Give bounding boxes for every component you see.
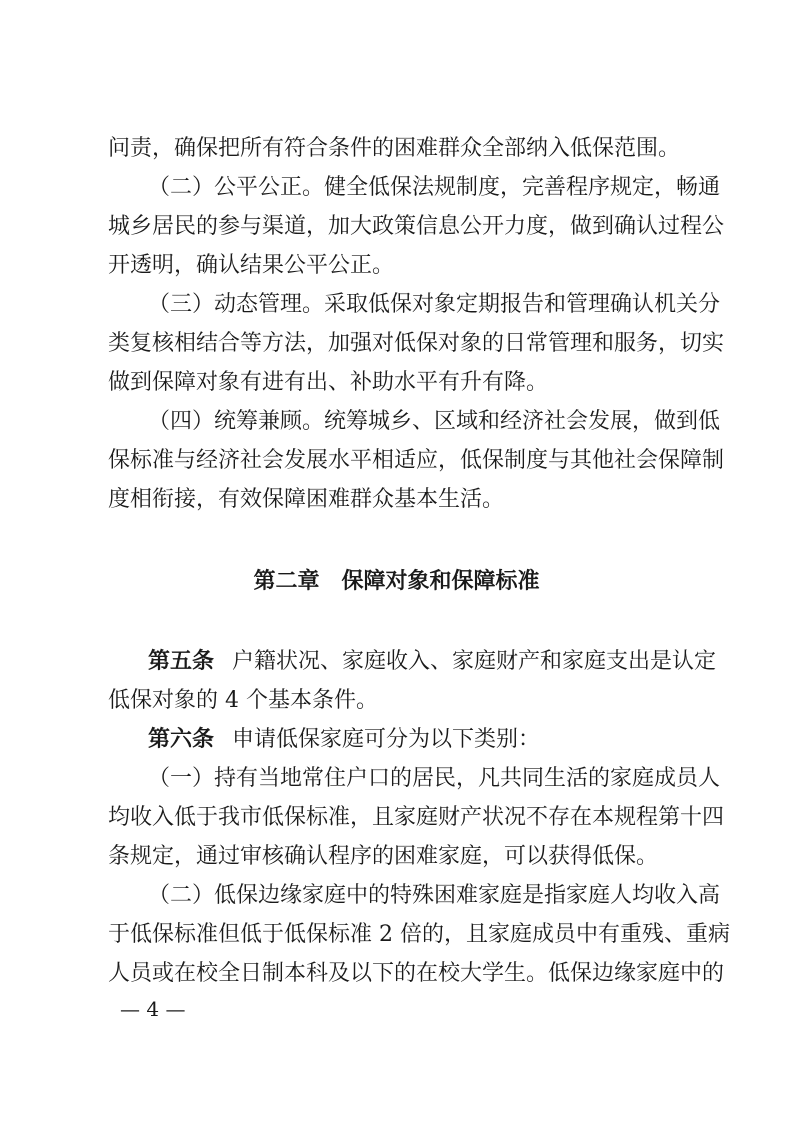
paragraph-line: 度相衔接，有效保障困难群众基本生活。 xyxy=(108,487,505,512)
article-5-text: 户籍状况、家庭收入、家庭财产和家庭支出是认定 xyxy=(232,649,717,674)
paragraph-line: （二）公平公正。健全低保法规制度，完善程序规定，畅通 xyxy=(148,175,721,200)
paragraph-line: 问责，确保把所有符合条件的困难群众全部纳入低保范围。 xyxy=(108,136,681,161)
chapter-heading xyxy=(0,567,793,597)
chapter-number: 第二章 xyxy=(253,569,320,594)
paragraph-line: （一）持有当地常住户口的居民，凡共同生活的家庭成员人 xyxy=(148,766,721,791)
article-6-label: 第六条 xyxy=(148,727,215,752)
paragraph-line: 于低保标准但低于低保标准 2 倍的，且家庭成员中有重残、重病 xyxy=(108,922,730,947)
paragraph-line: （三）动态管理。采取低保对象定期报告和管理确认机关分 xyxy=(148,292,721,317)
paragraph-line: 低保对象的 4 个基本条件。 xyxy=(108,688,378,713)
article-5 xyxy=(148,647,716,677)
paragraph-line: 城乡居民的参与渠道，加大政策信息公开力度，做到确认过程公 xyxy=(108,214,725,239)
article-6-text: 申请低保家庭可分为以下类别： xyxy=(232,727,541,752)
paragraph-line: 做到保障对象有进有出、补助水平有升有降。 xyxy=(108,370,549,395)
article-6 xyxy=(148,725,540,755)
article-5-label: 第五条 xyxy=(148,649,215,674)
paragraph-line: 人员或在校全日制本科及以下的在校大学生。低保边缘家庭中的 xyxy=(108,961,725,986)
paragraph-line: 条规定，通过审核确认程序的困难家庭，可以获得低保。 xyxy=(108,844,659,869)
chapter-title: 保障对象和保障标准 xyxy=(341,569,540,594)
paragraph-line: （二）低保边缘家庭中的特殊困难家庭是指家庭人均收入高 xyxy=(148,883,721,908)
paragraph-line: （四）统筹兼顾。统筹城乡、区域和经济社会发展，做到低 xyxy=(148,409,721,434)
paragraph-line: 均收入低于我市低保标准，且家庭财产状况不存在本规程第十四 xyxy=(108,805,725,830)
page-number: — 4 — xyxy=(120,997,186,1021)
paragraph-line: 保标准与经济社会发展水平相适应，低保制度与其他社会保障制 xyxy=(108,448,725,473)
paragraph-line: 开透明，确认结果公平公正。 xyxy=(108,253,395,278)
paragraph-line: 类复核相结合等方法，加强对低保对象的日常管理和服务，切实 xyxy=(108,331,725,356)
